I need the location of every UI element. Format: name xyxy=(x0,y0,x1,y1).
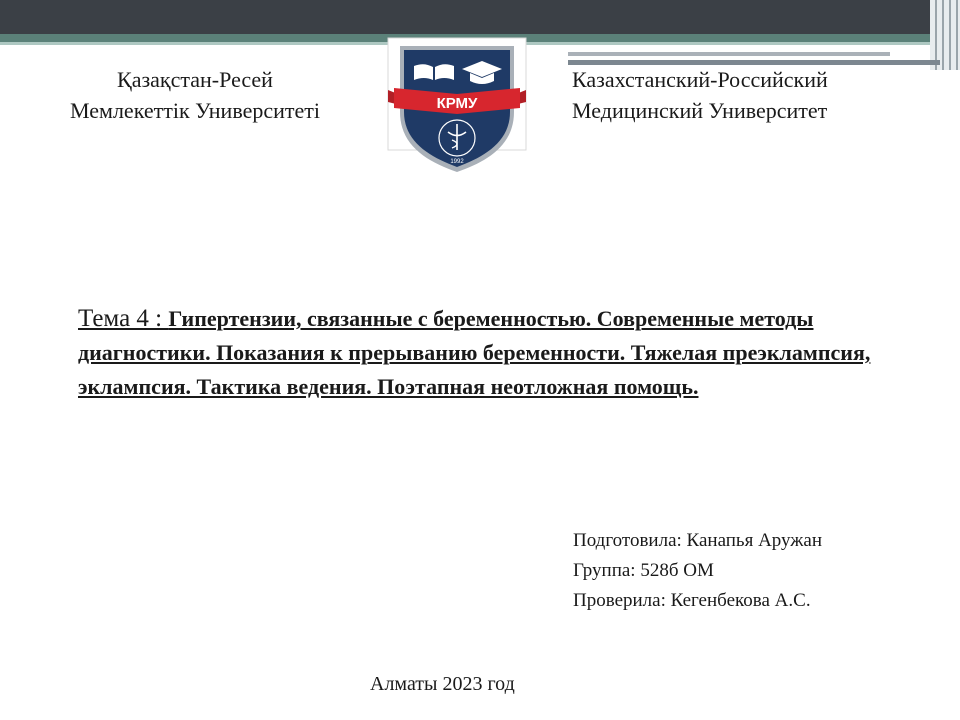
top-decor-bar xyxy=(0,0,930,34)
university-name-kz-line1: Қазақстан-Ресей xyxy=(117,67,273,92)
university-name-ru-line1: Казахстанский-Российский xyxy=(572,67,828,92)
university-name-ru xyxy=(572,64,902,126)
header-divider-line xyxy=(568,52,890,56)
logo-year: 1992 xyxy=(450,159,464,165)
author-info xyxy=(573,526,933,616)
topic-text: Гипертензии, связанные с беременностью. Современные методы диагностики. Показания к прерыванию беременности. Тяжелая преэклампсия, эклампсия. Тактика ведения. Поэтапная неотложная помощь. xyxy=(78,306,871,399)
university-name-ru-line2: Медицинский Университет xyxy=(572,98,828,123)
group: Группа: 528б ОМ xyxy=(573,560,714,581)
topic-title xyxy=(78,302,898,404)
university-logo xyxy=(386,36,528,176)
university-name-kz-line2: Мемлекеттік Университеті xyxy=(70,98,320,123)
logo-abbreviation: КРМУ xyxy=(436,95,478,112)
university-name-kz xyxy=(40,64,350,126)
checked-by: Проверила: Кегенбекова А.С. xyxy=(573,590,811,611)
city-year: Алматы 2023 год xyxy=(370,673,515,695)
prepared-by: Подготовила: Канапья Аружан xyxy=(573,530,823,551)
topic-prefix: Тема 4 : xyxy=(78,305,169,332)
